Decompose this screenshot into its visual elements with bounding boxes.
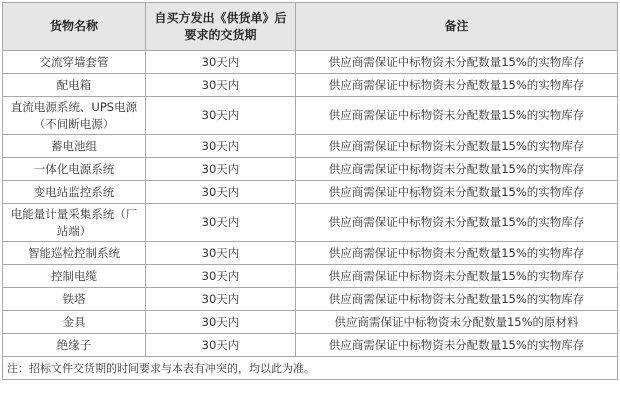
remarks-cell: 供应商需保证中标物资未分配数量15%的实物库存 bbox=[296, 74, 618, 97]
delivery-period-cell: 30天内 bbox=[146, 265, 296, 288]
header-goods-name: 货物名称 bbox=[3, 3, 146, 51]
goods-name-cell: 绝缘子 bbox=[3, 334, 146, 357]
table-row bbox=[3, 74, 618, 97]
goods-name-cell: 蓄电池组 bbox=[3, 135, 146, 158]
remarks-cell: 供应商需保证中标物资未分配数量15%的实物库存 bbox=[296, 204, 618, 242]
table-row bbox=[3, 97, 618, 135]
table-row bbox=[3, 181, 618, 204]
table-row bbox=[3, 204, 618, 242]
delivery-period-cell: 30天内 bbox=[146, 288, 296, 311]
remarks-cell: 供应商需保证中标物资未分配数量15%的实物库存 bbox=[296, 242, 618, 265]
delivery-period-cell: 30天内 bbox=[146, 311, 296, 334]
table-row bbox=[3, 311, 618, 334]
delivery-period-table bbox=[2, 2, 618, 380]
table-row bbox=[3, 265, 618, 288]
remarks-cell: 供应商需保证中标物资未分配数量15%的实物库存 bbox=[296, 181, 618, 204]
table-header-row bbox=[3, 3, 618, 51]
table-footnote-row bbox=[3, 357, 618, 380]
header-remarks: 备注 bbox=[296, 3, 618, 51]
goods-name-cell: 智能巡检控制系统 bbox=[3, 242, 146, 265]
table-row bbox=[3, 158, 618, 181]
remarks-cell: 供应商需保证中标物资未分配数量15%的原材料 bbox=[296, 311, 618, 334]
table-footnote: 注：招标文件交货期的时间要求与本表有冲突的，均以此为准。 bbox=[3, 357, 618, 380]
delivery-period-cell: 30天内 bbox=[146, 158, 296, 181]
goods-name-cell: 配电箱 bbox=[3, 74, 146, 97]
goods-name-cell: 控制电缆 bbox=[3, 265, 146, 288]
remarks-cell: 供应商需保证中标物资未分配数量15%的实物库存 bbox=[296, 265, 618, 288]
goods-name-cell: 变电站监控系统 bbox=[3, 181, 146, 204]
goods-name-cell: 金具 bbox=[3, 311, 146, 334]
table-row bbox=[3, 51, 618, 74]
table-row bbox=[3, 135, 618, 158]
delivery-period-cell: 30天内 bbox=[146, 135, 296, 158]
remarks-cell: 供应商需保证中标物资未分配数量15%的实物库存 bbox=[296, 288, 618, 311]
delivery-period-cell: 30天内 bbox=[146, 74, 296, 97]
remarks-cell: 供应商需保证中标物资未分配数量15%的实物库存 bbox=[296, 51, 618, 74]
delivery-period-cell: 30天内 bbox=[146, 242, 296, 265]
delivery-period-cell: 30天内 bbox=[146, 204, 296, 242]
goods-name-cell: 直流电源系统、UPS电源（不间断电源） bbox=[3, 97, 146, 135]
table-row bbox=[3, 242, 618, 265]
goods-name-cell: 交流穿墙套管 bbox=[3, 51, 146, 74]
remarks-cell: 供应商需保证中标物资未分配数量15%的实物库存 bbox=[296, 97, 618, 135]
delivery-period-cell: 30天内 bbox=[146, 97, 296, 135]
goods-name-cell: 电能量计量采集系统（厂站端） bbox=[3, 204, 146, 242]
remarks-cell: 供应商需保证中标物资未分配数量15%的实物库存 bbox=[296, 135, 618, 158]
table-row bbox=[3, 288, 618, 311]
delivery-period-cell: 30天内 bbox=[146, 51, 296, 74]
table-row bbox=[3, 334, 618, 357]
goods-name-cell: 一体化电源系统 bbox=[3, 158, 146, 181]
delivery-period-cell: 30天内 bbox=[146, 334, 296, 357]
goods-name-cell: 铁塔 bbox=[3, 288, 146, 311]
header-delivery-period: 自买方发出《供货单》后要求的交货期 bbox=[146, 3, 296, 51]
remarks-cell: 供应商需保证中标物资未分配数量15%的实物库存 bbox=[296, 158, 618, 181]
remarks-cell: 供应商需保证中标物资未分配数量15%的实物库存 bbox=[296, 334, 618, 357]
delivery-period-cell: 30天内 bbox=[146, 181, 296, 204]
